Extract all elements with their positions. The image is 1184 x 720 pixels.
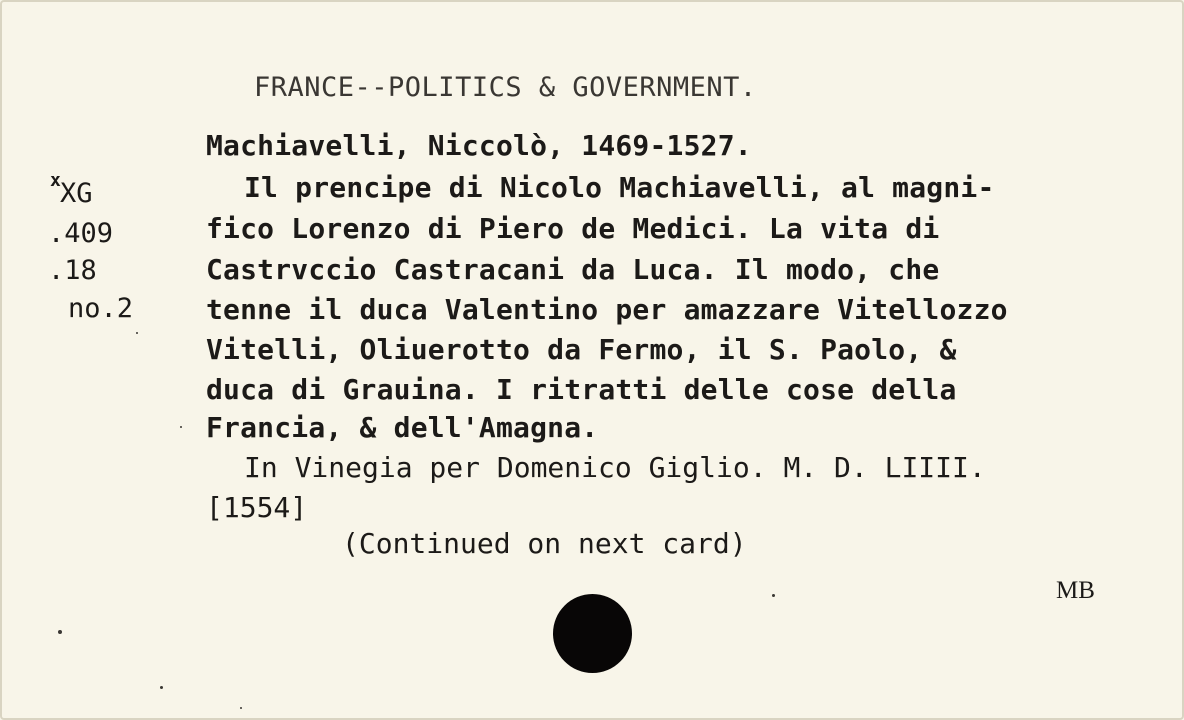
title-line: fico Lorenzo di Piero de Medici. La vita di: [206, 212, 940, 245]
subject-heading: FRANCE--POLITICS & GOVERNMENT.: [254, 72, 757, 103]
title-line: tenne il duca Valentino per amazzare Vitellozzo: [206, 293, 1008, 326]
call-number-line-2: .409: [48, 218, 114, 249]
call-number-mark: x: [50, 170, 61, 191]
speck: [160, 686, 163, 689]
title-line: duca di Grauina. I ritratti delle cose della: [206, 373, 957, 406]
imprint-date: [1554]: [206, 491, 308, 524]
speck: [772, 594, 775, 597]
punch-hole: [553, 594, 632, 673]
cataloger-initials: MB: [1056, 577, 1095, 604]
title-line: Il prencipe di Nicolo Machiavelli, al magni-: [244, 171, 995, 204]
author-entry: Machiavelli, Niccolò, 1469-1527.: [206, 129, 752, 162]
speck: [58, 630, 62, 634]
title-line: Francia, & dell'Amagna.: [206, 411, 599, 444]
imprint-line: In Vinegia per Domenico Giglio. M. D. LIIII.: [244, 451, 986, 484]
title-line: Castrvccio Castracani da Luca. Il modo, che: [206, 253, 940, 286]
continuation-note: (Continued on next card): [342, 527, 747, 560]
call-number-line-1: XG: [60, 178, 93, 209]
title-line: Vitelli, Oliuerotto da Fermo, il S. Paolo, &: [206, 333, 957, 366]
speck: [136, 332, 138, 334]
call-number-line-3: .18: [48, 255, 97, 286]
speck: [180, 426, 182, 428]
call-number-line-4: no.2: [68, 293, 134, 324]
speck: [240, 707, 242, 709]
